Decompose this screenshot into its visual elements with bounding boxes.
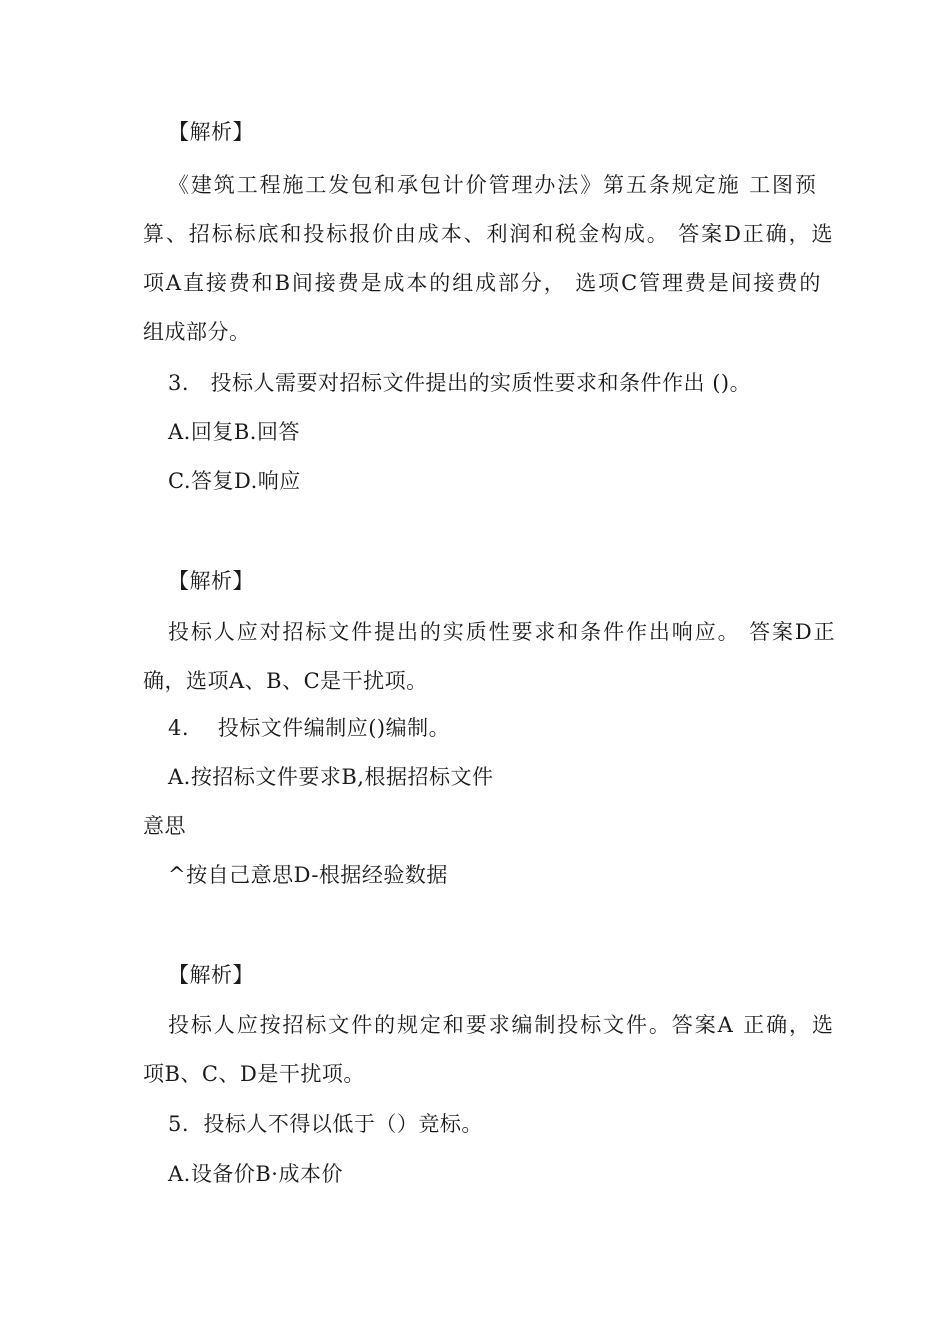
question-options: ^按自己意思D-根据经验数据 <box>168 863 448 887</box>
analysis-text: 项A直接费和B间接费是成本的组成部分， 选项C管理费是间接费的 <box>143 271 823 295</box>
question-options: A.设备价B·成本价 <box>168 1162 343 1186</box>
question-options: A.按招标文件要求B,根据招标文件 <box>168 765 494 789</box>
question-stem: 4. 投标文件编制应()编制。 <box>168 716 451 740</box>
question-options: C.答复D.响应 <box>168 469 301 493</box>
analysis-heading: 【解析】 <box>168 963 254 987</box>
question-options: 意思 <box>143 814 186 838</box>
analysis-text: 项B、C、D是干扰项。 <box>143 1062 365 1086</box>
analysis-text: 组成部分。 <box>143 320 251 344</box>
analysis-text: 算、招标标底和投标报价由成本、利润和税金构成。 答案D正确，选 <box>143 222 835 246</box>
analysis-heading: 【解析】 <box>168 120 254 144</box>
analysis-text: 投标人应按招标文件的规定和要求编制投标文件。答案A 正确，选 <box>168 1013 835 1037</box>
analysis-text: 《建筑工程施工发包和承包计价管理办法》第五条规定施 工图预 <box>168 173 818 197</box>
analysis-text: 投标人应对招标文件提出的实质性要求和条件作出响应。 答案D正 <box>168 620 837 644</box>
question-stem: 5. 投标人不得以低于（）竞标。 <box>168 1112 483 1136</box>
analysis-text: 确，选项A、B、C是干扰项。 <box>143 669 428 693</box>
analysis-heading: 【解析】 <box>168 569 254 593</box>
question-stem: 3. 投标人需要对招标文件提出的实质性要求和条件作出 ()。 <box>168 371 752 395</box>
question-options: A.回复B.回答 <box>168 420 300 444</box>
